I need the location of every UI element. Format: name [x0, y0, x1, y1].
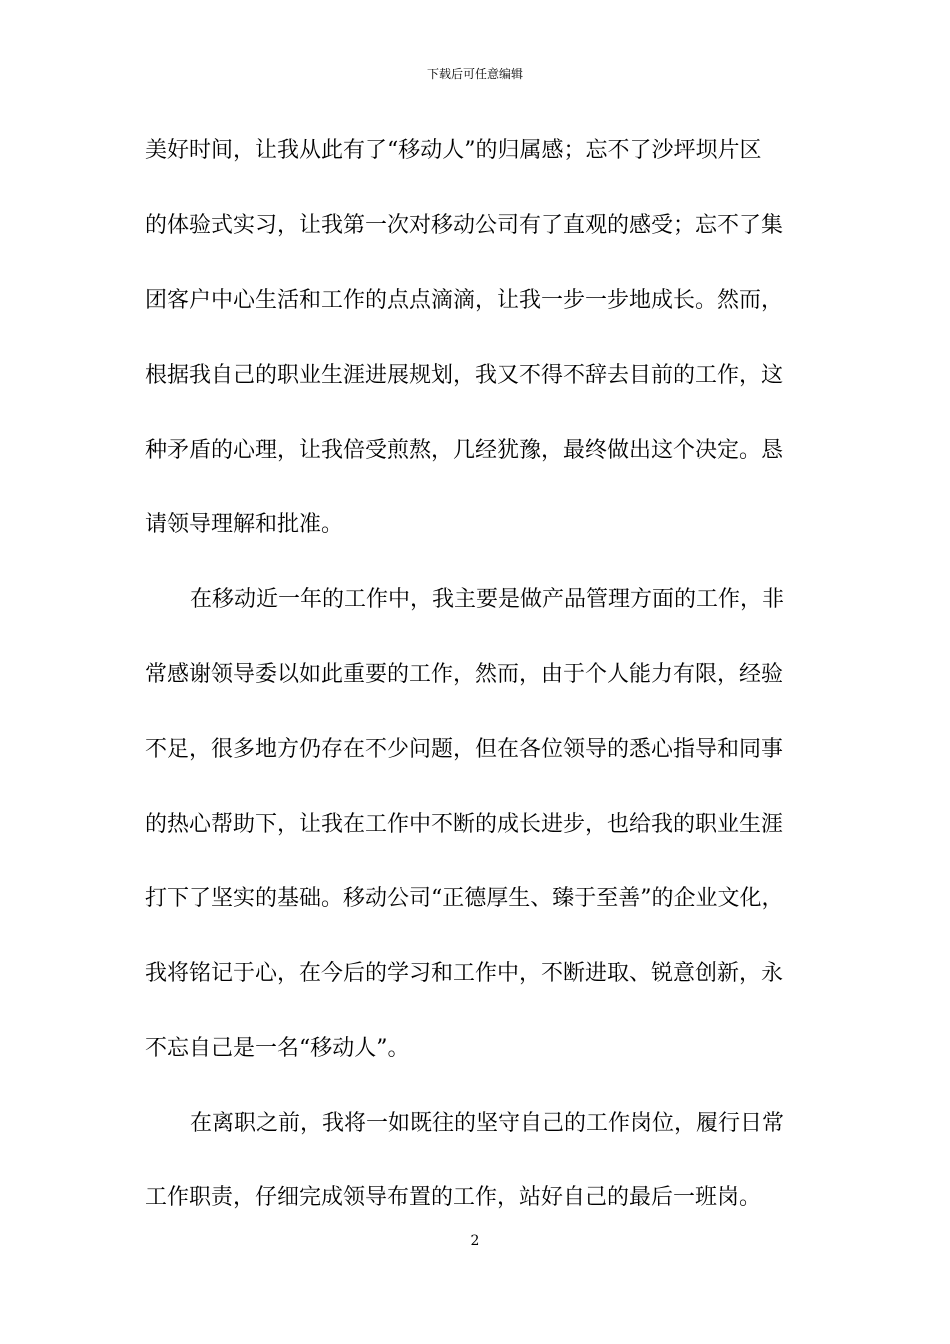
text-line: 团客户中心生活和工作的点点滴滴，让我一步一步地成长。然而，: [145, 288, 784, 313]
page-header: 下载后可任意编辑: [426, 67, 523, 81]
text-line: 在移动近一年的工作中，我主要是做产品管理方面的工作，非: [190, 587, 785, 612]
text-line: 的体验式实习，让我第一次对移动公司有了直观的感受；忘不了集: [145, 213, 784, 238]
text-line: 美好时间，让我从此有了“移动人”的归属感；忘不了沙坪坝片区: [145, 138, 762, 163]
text-line: 请领导理解和批准。: [145, 512, 344, 537]
text-line: 种矛盾的心理，让我倍受煎熬，几经犹豫，最终做出这个决定。恳: [145, 438, 784, 463]
text-line: 工作职责，仔细完成领导布置的工作，站好自己的最后一班岗。: [145, 1185, 762, 1210]
text-line: 不足，很多地方仍存在不少问题，但在各位领导的悉心指导和同事: [145, 737, 784, 762]
text-line: 不忘自己是一名“移动人”。: [145, 1036, 410, 1061]
text-line: 打下了坚实的基础。移动公司“正德厚生、臻于至善”的企业文化，: [145, 886, 784, 911]
text-line: 常感谢领导委以如此重要的工作，然而，由于个人能力有限，经验: [145, 662, 784, 687]
page-number: 2: [470, 1233, 480, 1249]
text-line: 我将铭记于心，在今后的学习和工作中，不断进取、锐意创新，永: [145, 961, 784, 986]
text-line: 在离职之前，我将一如既往的坚守自己的工作岗位，履行日常: [190, 1111, 785, 1136]
text-line: 根据我自己的职业生涯进展规划，我又不得不辞去目前的工作，这: [145, 363, 784, 388]
text-line: 的热心帮助下，让我在工作中不断的成长进步，也给我的职业生涯: [145, 812, 784, 837]
